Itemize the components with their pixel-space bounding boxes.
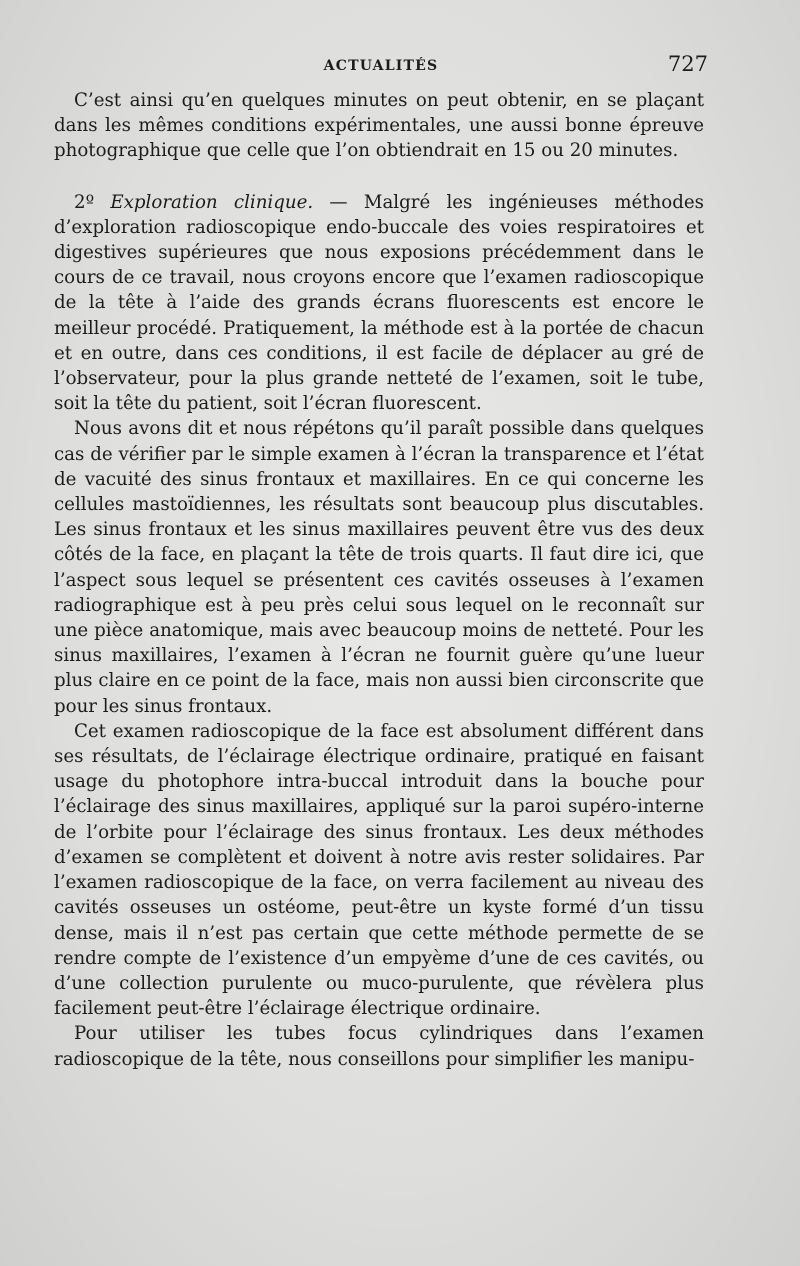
body-text bbox=[54, 88, 704, 1072]
section-gap bbox=[54, 164, 704, 190]
paragraph-3: Nous avons dit et nous répétons qu’il paraît possible dans quelques cas de vérifier par le simple examen à l’écran la transparence et l’état de vacuité des sinus frontaux et maxillaires. En ce qui concerne les cellules mastoïdiennes, les résultats sont beaucoup plus discutables. Les sinus frontaux et les sinus maxillaires peuvent être vus des deux côtés de la face, en plaçant la tête de trois quarts. Il faut dire ici, que l’aspect sous lequel se présentent ces cavités osseuses à l’examen radiographique est à peu près celui sous lequel on le reconnaît sur une pièce anatomique, mais avec beaucoup moins de netteté. Pour les sinus maxillaires, l’examen à l’écran ne fournit guère qu’une lueur plus claire en ce point de la face, mais non aussi bien circonscrite que pour les sinus frontaux. bbox=[54, 418, 704, 717]
paragraph-4: Cet examen radioscopique de la face est absolument différent dans ses résultats, de l’éclairage électrique ordinaire, pratiqué en faisant usage du photophore intra-buccal introduit dans la bouche pour l’éclairage des sinus maxillaires, appliqué sur la paroi supéro-interne de l’orbite pour l’éclairage des sinus frontaux. Les deux méthodes d’examen se complètent et doivent à notre avis rester solidaires. Par l’examen radioscopique de la face, on verra facilement au niveau des cavités osseuses un ostéome, peut-être un kyste formé d’un tissu dense, mais il n’est pas certain que cette méthode permette de se rendre compte de l’existence d’un empyème d’une de ces cavités, ou d’une collection purulente ou muco-purulente, que révèlera plus facilement peut-être l’éclairage électrique ordinaire. bbox=[54, 720, 704, 1020]
paragraph-5: Pour utiliser les tubes focus cylindriques dans l’examen radioscopique de la tête, nous conseillons pour simplifier les manipu- bbox=[54, 1023, 704, 1070]
paragraph-2-text: — Malgré les ingénieuses méthodes d’exploration radioscopique endo-buccale des voies respiratoires et digestives supérieures que nous exposions précédemment dans le cours de ce travail, nous croyons encore que l’examen radioscopique de la tête à l’aide des grands écrans fluorescents est encore le meilleur procédé. Pratiquement, la méthode est à la portée de chacun et en outre, dans ces conditions, il est facile de déplacer au gré de l’observateur, pour la plus grande netteté de l’examen, soit le tube, soit la tête du patient, soit l’écran fluorescent. bbox=[54, 191, 704, 415]
running-title: ACTUALITÉS bbox=[323, 58, 439, 74]
page-number: 727 bbox=[667, 52, 708, 76]
section-number: 2º bbox=[74, 191, 95, 213]
section-heading: Exploration clinique. bbox=[110, 191, 314, 213]
page-header bbox=[54, 52, 708, 82]
paragraph-1: C’est ainsi qu’en quelques minutes on peut obtenir, en se plaçant dans les mêmes conditions expérimentales, une aussi bonne épreuve photographique que celle que l’on obtiendrait en 15 ou 20 minutes. bbox=[54, 90, 704, 162]
paragraph-2 bbox=[54, 190, 704, 417]
